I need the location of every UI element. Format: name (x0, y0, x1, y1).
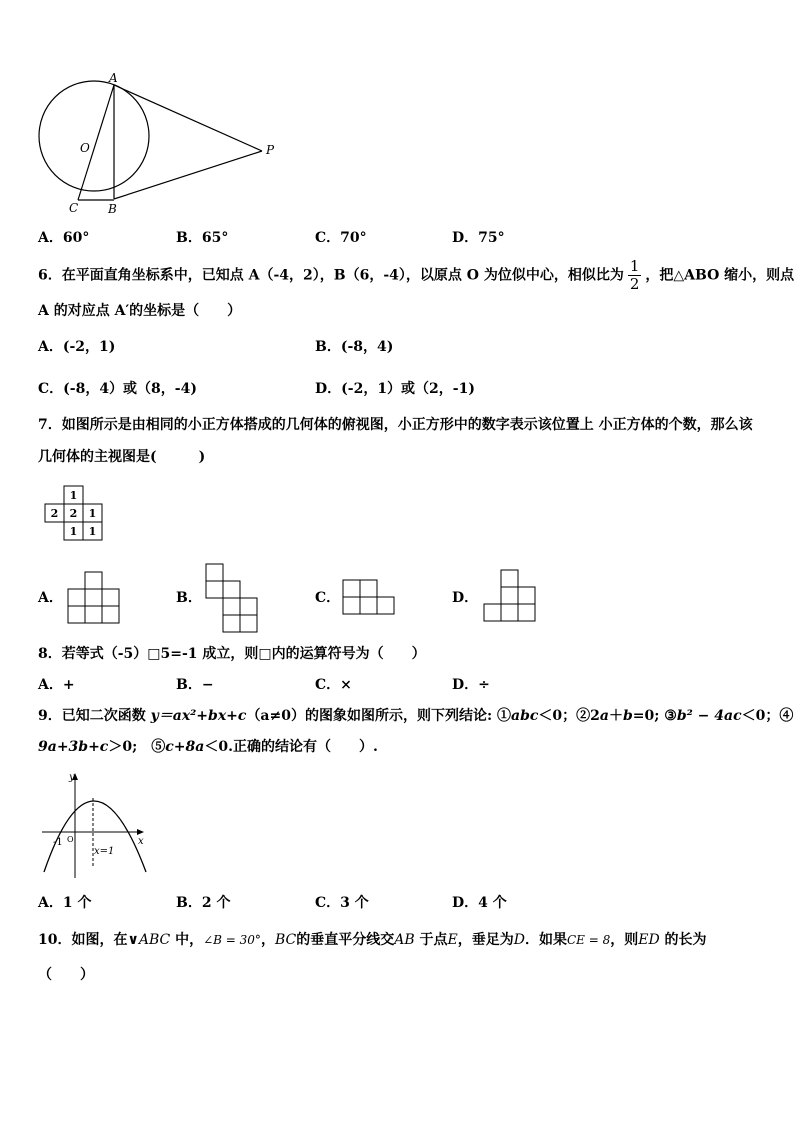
parabola-graph (38, 770, 150, 882)
label-o: O (80, 141, 90, 155)
circle-o (39, 81, 149, 191)
q6-text-pre: 6．在平面直角坐标系中，已知点 A（-4，2），B（6，-4），以原点 O 为位似中心，相似比为 (38, 267, 624, 284)
top-view-grid (40, 484, 106, 542)
q8-stem: 8．若等式（-5）□5=-1 成立，则□内的运算符号为（ ） (38, 646, 426, 662)
q9-t1: 9．已知二次函数 (38, 708, 151, 724)
q6-option-a[interactable]: A．(-2，1) (38, 339, 116, 355)
q10-t3: ， (260, 932, 275, 948)
q7-option-d-label[interactable]: D． (452, 590, 479, 606)
q9-stem-line1 (38, 707, 793, 725)
label-p: P (266, 143, 275, 157)
q9-c4: 9a+3b+c (38, 739, 109, 755)
q10-stem-line1 (38, 931, 707, 949)
q9-c2a: a (599, 708, 609, 724)
q9-t5: =0; ③ (632, 708, 677, 724)
label-b: B (108, 202, 117, 216)
q9-option-d[interactable]: D．4 个 (452, 895, 507, 911)
y-axis-label: y (69, 772, 75, 783)
q9-t8: ＜0.正确的结论有（ ）. (204, 739, 378, 755)
q10-stem-line2: （ ） (38, 967, 94, 983)
q10-d: D (513, 932, 525, 948)
q9-c1: abc (511, 708, 539, 724)
q10-ab: AB (394, 932, 415, 948)
q8-option-c[interactable]: C．× (315, 677, 352, 693)
label-c: C (69, 201, 79, 215)
x-axis-arrow-icon (137, 829, 144, 835)
q9-t2: （a≠0）的图象如图所示，则下列结论: ① (246, 708, 512, 724)
q10-t8: ，则 (610, 932, 639, 948)
q6-stem-line2: A 的对应点 A′的坐标是（ ） (38, 303, 242, 319)
q7-option-a-label[interactable]: A． (38, 590, 63, 606)
q5-option-d[interactable]: D．75° (452, 230, 505, 246)
q9-c2b: b (622, 708, 633, 724)
q10-t9: 的长为 (659, 932, 707, 948)
q10-ed: ED (638, 932, 660, 948)
q9-t6: ＜0；④ (741, 708, 794, 724)
q6-option-c[interactable]: C．(-8，4）或（8，-4) (38, 381, 197, 397)
q6-text-post: ，把△ABO 缩小，则点 (645, 267, 794, 284)
q6-ratio-fraction (628, 258, 642, 293)
x-axis-label: x (138, 836, 144, 847)
grid-cell-r2b: 2 (69, 507, 78, 520)
tangent-pb (114, 151, 262, 199)
q9-t7: ＞0; ⑤ (108, 739, 166, 755)
grid-cell-r3a: 1 (69, 525, 78, 538)
q10-ce: CE = 8 (566, 933, 611, 947)
circle-tangent-figure (30, 72, 290, 222)
q9-t3: ＜0；②2 (538, 708, 600, 724)
q10-t4: 的垂直平分线交 (296, 932, 395, 948)
q5-option-c[interactable]: C．70° (315, 230, 367, 246)
q7-option-c-label[interactable]: C． (315, 590, 341, 606)
grid-cell-r2c: 1 (88, 507, 97, 520)
q10-e: E (447, 932, 458, 948)
q10-triangle: ABC (138, 932, 171, 948)
q7-stem-line2: 几何体的主视图是( ) (38, 449, 206, 465)
origin-label: O (67, 835, 74, 844)
symmetry-label: x=1 (94, 846, 115, 857)
q9-function: y＝ax²+bx+c (150, 708, 247, 724)
fraction-denominator: 2 (629, 275, 640, 293)
q9-c3: b² − 4ac (676, 708, 742, 724)
grid-cell-r1: 1 (69, 489, 78, 502)
fraction-numerator: 1 (629, 257, 640, 275)
q5-option-b[interactable]: B．65° (176, 230, 229, 246)
q6-stem-line1 (38, 258, 794, 293)
q9-c5: c+8a (165, 739, 205, 755)
q10-t6: ，垂足为 (457, 932, 514, 948)
q10-angle: ∠B = 30° (203, 933, 261, 947)
label-a: A (109, 72, 118, 85)
q7-option-b-figure[interactable] (204, 562, 264, 634)
q10-t7: ．如果 (524, 932, 567, 948)
grid-cell-r3b: 1 (88, 525, 97, 538)
neg-one-label: -1 (53, 837, 63, 848)
q9-stem-line2 (38, 738, 378, 756)
q8-option-d[interactable]: D．÷ (452, 677, 490, 693)
q9-option-c[interactable]: C．3 个 (315, 895, 369, 911)
q8-option-b[interactable]: B．− (176, 677, 214, 693)
q10-t5: 于点 (414, 932, 448, 948)
q8-option-a[interactable]: A．+ (38, 677, 75, 693)
q7-option-c-figure[interactable] (341, 578, 397, 618)
q7-stem-line1: 7．如图所示是由相同的小正方体搭成的几何体的俯视图，小正方形中的数字表示该位置上 小正方体的个数，那么该 (38, 417, 753, 433)
q6-option-b[interactable]: B．(-8，4) (315, 339, 394, 355)
q10-bc: BC (274, 932, 297, 948)
tangent-pa (114, 85, 262, 151)
q9-option-b[interactable]: B．2 个 (176, 895, 231, 911)
q9-option-a[interactable]: A．1 个 (38, 895, 92, 911)
q6-option-d[interactable]: D．(-2，1）或（2，-1) (315, 381, 475, 397)
q10-t1: 10．如图，在∨ (38, 932, 139, 948)
q9-t4: ＋ (608, 708, 623, 724)
q10-t2: 中， (170, 932, 204, 948)
q5-option-a[interactable]: A．60° (38, 230, 90, 246)
q7-option-a-figure[interactable] (66, 570, 124, 626)
q7-option-d-figure[interactable] (482, 568, 538, 624)
grid-cell-r2a: 2 (50, 507, 59, 520)
q7-option-b-label[interactable]: B． (176, 590, 202, 606)
